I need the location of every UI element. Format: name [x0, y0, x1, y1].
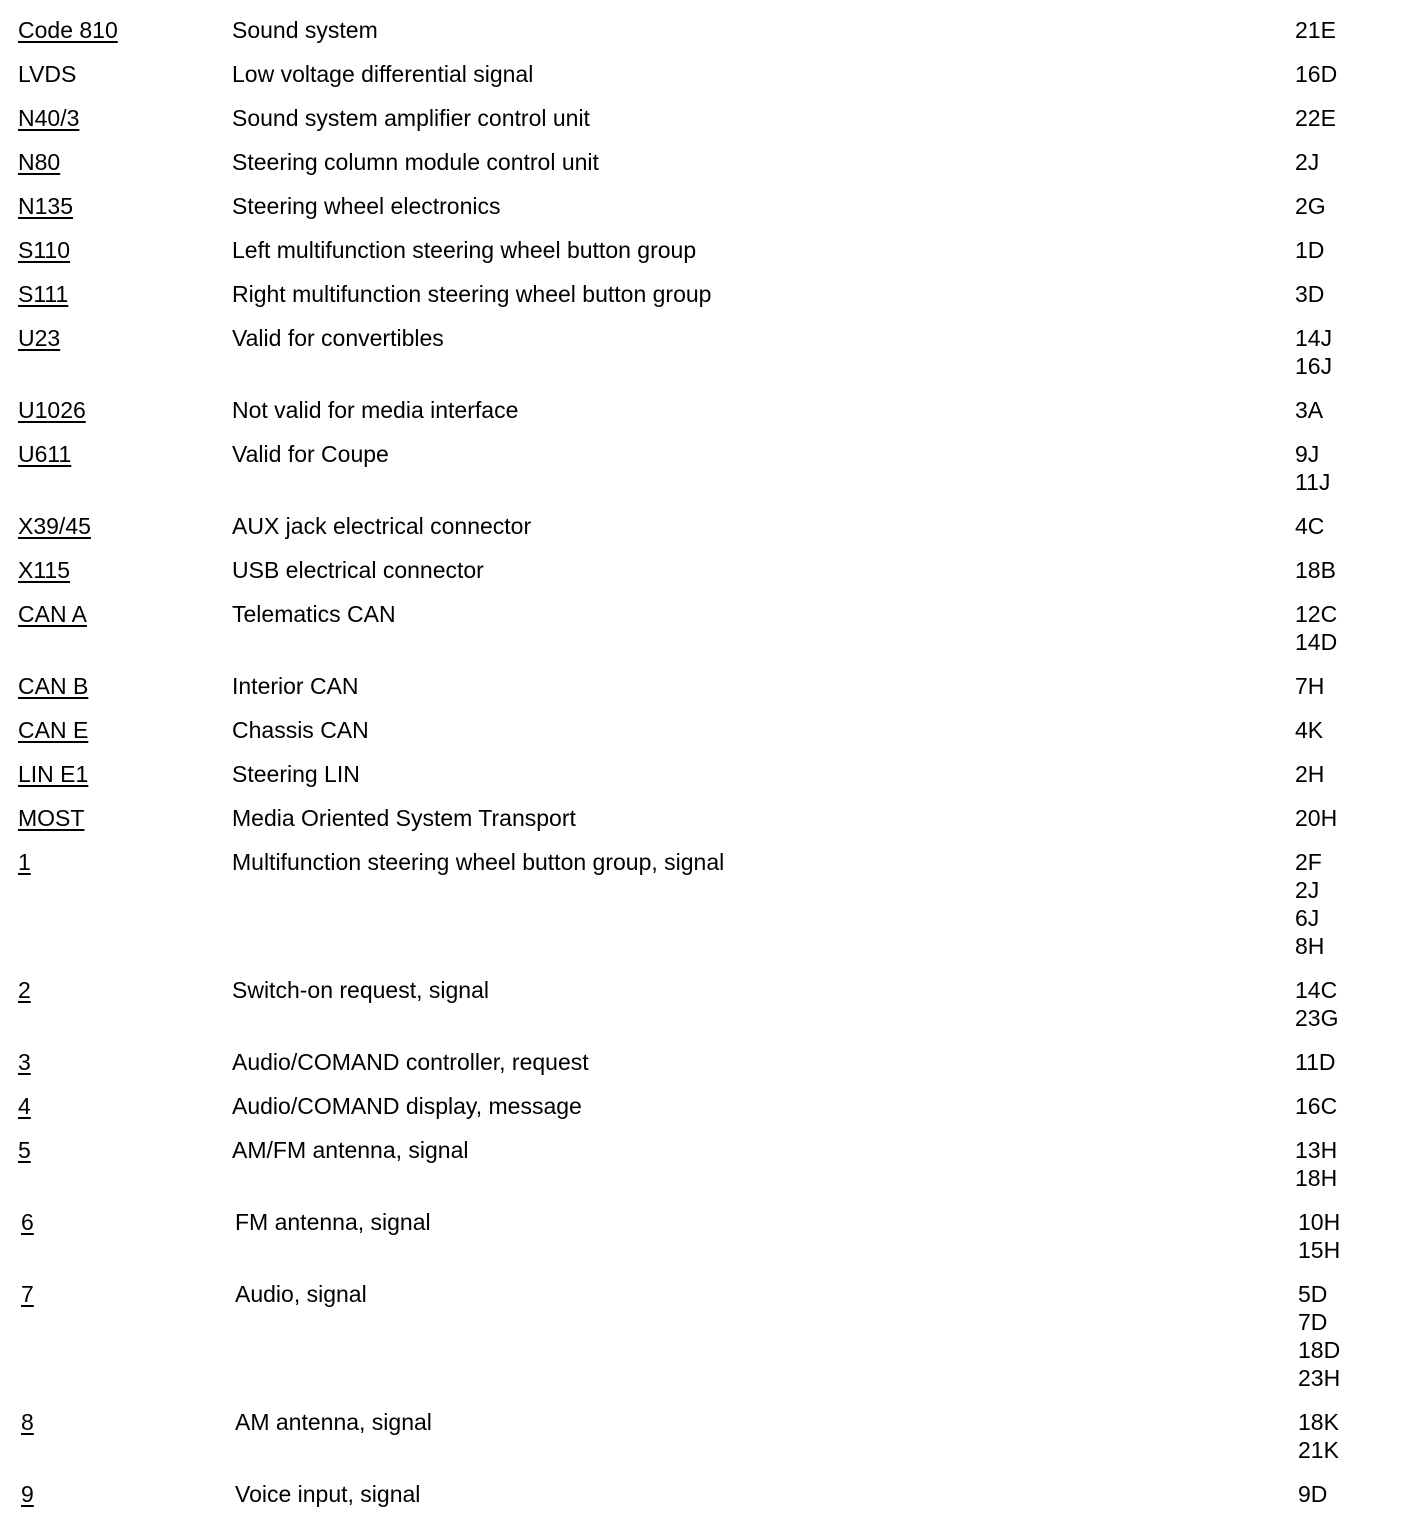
legend-description: Media Oriented System Transport	[232, 805, 576, 831]
grid-ref: 11D	[1295, 1049, 1336, 1075]
legend-code[interactable]: S111	[18, 281, 69, 307]
legend-description: Multifunction steering wheel button group, signal	[232, 849, 725, 875]
legend-description: Not valid for media interface	[232, 397, 519, 423]
legend-code[interactable]: 6	[21, 1209, 34, 1235]
legend-row	[0, 804, 1408, 832]
legend-description: Audio/COMAND controller, request	[232, 1049, 589, 1075]
legend-grid-refs	[1295, 104, 1405, 132]
legend-row	[0, 1048, 1408, 1076]
grid-ref: 2H	[1295, 761, 1325, 787]
legend-grid-refs	[1295, 440, 1405, 496]
legend-row	[0, 192, 1408, 220]
legend-description: Interior CAN	[232, 673, 359, 699]
grid-ref: 14J	[1295, 325, 1333, 351]
legend-description: Left multifunction steering wheel button group	[232, 237, 697, 263]
legend-row	[3, 1208, 1408, 1264]
legend-description: Valid for convertibles	[232, 325, 444, 351]
legend-code[interactable]: CAN B	[18, 673, 89, 699]
grid-ref: 9D	[1298, 1481, 1328, 1507]
legend-description: Chassis CAN	[232, 717, 369, 743]
grid-ref: 23H	[1298, 1365, 1341, 1391]
legend-description: Valid for Coupe	[232, 441, 389, 467]
legend-code[interactable]: 1	[18, 849, 31, 875]
grid-ref: 9J	[1295, 441, 1320, 467]
grid-ref: 23G	[1295, 1005, 1339, 1031]
grid-ref: 10H	[1298, 1209, 1341, 1235]
legend-code[interactable]: 5	[18, 1137, 31, 1163]
legend-grid-refs	[1295, 60, 1405, 88]
legend-description: Steering LIN	[232, 761, 360, 787]
legend-grid-refs	[1295, 600, 1405, 656]
grid-ref: 20H	[1295, 805, 1338, 831]
legend-description: USB electrical connector	[232, 557, 484, 583]
grid-ref: 2J	[1295, 877, 1320, 903]
grid-ref: 16C	[1295, 1093, 1338, 1119]
legend-grid-refs	[1298, 1408, 1408, 1464]
legend-grid-refs	[1295, 192, 1405, 220]
grid-ref: 7D	[1298, 1309, 1328, 1335]
grid-ref: 21E	[1295, 17, 1336, 43]
legend-code[interactable]: 9	[21, 1481, 34, 1507]
legend-code[interactable]: 8	[21, 1409, 34, 1435]
legend-code[interactable]: 4	[18, 1093, 31, 1119]
legend-grid-refs	[1295, 1048, 1405, 1076]
grid-ref: 7H	[1295, 673, 1325, 699]
legend-row	[3, 1408, 1408, 1464]
legend-row	[0, 440, 1408, 496]
legend-grid-refs	[1295, 716, 1405, 744]
legend-row	[0, 104, 1408, 132]
grid-ref: 18K	[1298, 1409, 1339, 1435]
grid-ref: 3A	[1295, 397, 1324, 423]
legend-grid-refs	[1295, 760, 1405, 788]
legend-code[interactable]: U1026	[18, 397, 86, 423]
legend-row	[0, 396, 1408, 424]
grid-ref: 5D	[1298, 1281, 1328, 1307]
grid-ref: 2F	[1295, 849, 1322, 875]
legend-row	[0, 280, 1408, 308]
grid-ref: 2G	[1295, 193, 1326, 219]
grid-ref: 18H	[1295, 1165, 1338, 1191]
legend-grid-refs	[1295, 976, 1405, 1032]
legend-description: Switch-on request, signal	[232, 977, 489, 1003]
legend-code[interactable]: U23	[18, 325, 61, 351]
legend-grid-refs	[1295, 804, 1405, 832]
grid-ref: 4C	[1295, 513, 1325, 539]
legend-row	[3, 1480, 1408, 1508]
grid-ref: 1D	[1295, 237, 1325, 263]
legend-grid-refs	[1295, 672, 1405, 700]
legend-row	[0, 16, 1408, 44]
grid-ref: 14C	[1295, 977, 1338, 1003]
legend-description: AUX jack electrical connector	[232, 513, 532, 539]
legend-code[interactable]: 2	[18, 977, 31, 1003]
legend-row	[0, 1092, 1408, 1120]
grid-ref: 11J	[1295, 469, 1331, 495]
legend-code[interactable]: MOST	[18, 805, 85, 831]
legend-code[interactable]: 3	[18, 1049, 31, 1075]
legend-description: Sound system amplifier control unit	[232, 105, 590, 131]
legend-row	[0, 324, 1408, 380]
legend-grid-refs	[1295, 16, 1405, 44]
legend-grid-refs	[1295, 396, 1405, 424]
legend-row	[0, 716, 1408, 744]
legend-grid-refs	[1295, 848, 1405, 960]
grid-ref: 21K	[1298, 1437, 1339, 1463]
legend-description: Audio, signal	[235, 1281, 367, 1307]
legend-code[interactable]: CAN E	[18, 717, 89, 743]
legend-row	[3, 1280, 1408, 1392]
grid-ref: 18B	[1295, 557, 1336, 583]
legend-row	[0, 848, 1408, 960]
legend-code[interactable]: X115	[18, 557, 71, 583]
grid-ref: 6J	[1295, 905, 1320, 931]
legend-description: Audio/COMAND display, message	[232, 1093, 582, 1119]
grid-ref: 15H	[1298, 1237, 1341, 1263]
legend-code[interactable]: CAN A	[18, 601, 88, 627]
legend-description: Voice input, signal	[235, 1481, 421, 1507]
legend-grid-refs	[1295, 236, 1405, 264]
legend-grid-refs	[1295, 556, 1405, 584]
legend-description: AM antenna, signal	[235, 1409, 432, 1435]
legend-row	[0, 60, 1408, 88]
legend-code[interactable]: N40/3	[18, 105, 80, 131]
legend-row	[0, 760, 1408, 788]
legend-grid-refs	[1295, 1092, 1405, 1120]
legend-row	[0, 148, 1408, 176]
legend-row	[0, 1136, 1408, 1192]
legend-row	[0, 600, 1408, 656]
legend-description: Telematics CAN	[232, 601, 396, 627]
legend-code: LVDS	[18, 61, 77, 87]
legend-description: AM/FM antenna, signal	[232, 1137, 469, 1163]
legend-grid-refs	[1298, 1208, 1408, 1264]
legend-row	[0, 512, 1408, 540]
legend-code[interactable]: Code 810	[18, 17, 118, 43]
grid-ref: 14D	[1295, 629, 1338, 655]
legend-code[interactable]: N135	[18, 193, 73, 219]
legend-description: FM antenna, signal	[235, 1209, 431, 1235]
legend-row	[0, 672, 1408, 700]
legend-code[interactable]: 7	[21, 1281, 34, 1307]
legend-grid-refs	[1298, 1280, 1408, 1392]
grid-ref: 16J	[1295, 353, 1333, 379]
legend-code[interactable]: S110	[18, 237, 71, 263]
grid-ref: 12C	[1295, 601, 1338, 627]
legend-grid-refs	[1295, 280, 1405, 308]
legend-row	[0, 976, 1408, 1032]
legend-description: Low voltage differential signal	[232, 61, 534, 87]
legend-description: Steering column module control unit	[232, 149, 599, 175]
grid-ref: 3D	[1295, 281, 1325, 307]
legend-row	[0, 236, 1408, 264]
legend-description: Sound system	[232, 17, 378, 43]
grid-ref: 18D	[1298, 1337, 1341, 1363]
legend-description: Steering wheel electronics	[232, 193, 501, 219]
legend-grid-refs	[1295, 512, 1405, 540]
legend-description: Right multifunction steering wheel button group	[232, 281, 712, 307]
grid-ref: 4K	[1295, 717, 1324, 743]
grid-ref: 8H	[1295, 933, 1325, 959]
legend-grid-refs	[1298, 1480, 1408, 1508]
legend-code[interactable]: LIN E1	[18, 761, 89, 787]
grid-ref: 22E	[1295, 105, 1336, 131]
legend-grid-refs	[1295, 1136, 1405, 1192]
legend-grid-refs	[1295, 148, 1405, 176]
grid-ref: 2J	[1295, 149, 1320, 175]
legend-code[interactable]: U611	[18, 441, 72, 467]
legend-grid-refs	[1295, 324, 1405, 380]
legend-code[interactable]: N80	[18, 149, 61, 175]
legend-code[interactable]: X39/45	[18, 513, 91, 539]
legend-row	[0, 556, 1408, 584]
grid-ref: 13H	[1295, 1137, 1338, 1163]
grid-ref: 16D	[1295, 61, 1338, 87]
